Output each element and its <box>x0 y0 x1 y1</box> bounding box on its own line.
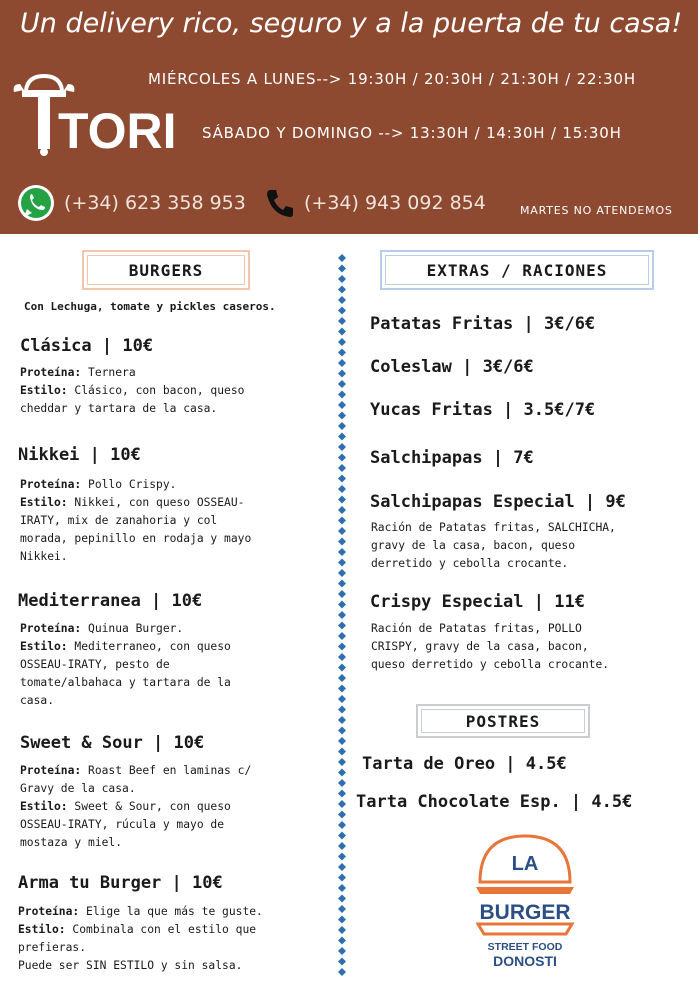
divider-diamond <box>338 380 346 388</box>
divider-diamond <box>338 517 346 525</box>
divider-diamond <box>338 811 346 819</box>
divider-diamond <box>338 895 346 903</box>
tagline: Un delivery rico, seguro y a la puerta de tu casa! <box>20 8 683 39</box>
divider-diamond <box>338 853 346 861</box>
dessert-item: Tarta Chocolate Esp. | 4.5€ <box>356 792 633 812</box>
divider-diamond <box>338 611 346 619</box>
divider-diamond <box>338 475 346 483</box>
divider-diamond <box>338 706 346 714</box>
extra-item: Crispy Especial | 11€ <box>370 592 585 612</box>
divider-diamond <box>338 863 346 871</box>
burgers-subtitle: Con Lechuga, tomate y pickles caseros. <box>24 300 276 313</box>
divider-diamond <box>338 412 346 420</box>
divider-diamond <box>338 874 346 882</box>
burger-title: Mediterranea | 10€ <box>18 591 203 611</box>
divider-diamond <box>338 307 346 315</box>
divider-diamond <box>338 653 346 661</box>
divider-diamond <box>338 737 346 745</box>
divider-diamond <box>338 401 346 409</box>
divider-diamond <box>338 905 346 913</box>
divider-diamond <box>338 958 346 966</box>
svg-text:STREET FOOD: STREET FOOD <box>487 941 563 953</box>
column-divider <box>337 254 347 974</box>
divider-diamond <box>338 832 346 840</box>
divider-diamond <box>338 496 346 504</box>
divider-diamond <box>338 548 346 556</box>
svg-text:LA: LA <box>511 853 539 875</box>
divider-diamond <box>338 884 346 892</box>
divider-diamond <box>338 926 346 934</box>
divider-diamond <box>338 559 346 567</box>
burger-description: Proteína: Roast Beef en laminas c/ Gravy de la casa. Estilo: Sweet & Sour, con queso OSSEAU-IRATY, rúcula y mayo de mostaza y miel. <box>20 764 252 849</box>
closed-note: MARTES NO ATENDEMOS <box>520 204 673 217</box>
burger-description: Proteína: Ternera Estilo: Clásico, con bacon, queso cheddar y tartara de la casa. <box>20 366 245 415</box>
divider-diamond <box>338 506 346 514</box>
divider-diamond <box>338 286 346 294</box>
divider-diamond <box>338 968 346 976</box>
divider-diamond <box>338 370 346 378</box>
divider-diamond <box>338 527 346 535</box>
postres-heading: POSTRES <box>465 711 541 731</box>
divider-diamond <box>338 643 346 651</box>
divider-diamond <box>338 748 346 756</box>
burger-description: Proteína: Elige la que más te guste. Estilo: Combinala con el estilo que prefieras. Puede ser SIN ESTILO y sin salsa. <box>18 905 263 972</box>
divider-diamond <box>338 275 346 283</box>
divider-diamond <box>338 716 346 724</box>
whatsapp-icon <box>16 183 56 223</box>
divider-diamond <box>338 433 346 441</box>
burger-title: Nikkei | 10€ <box>18 445 141 465</box>
tori-logo <box>10 72 177 159</box>
whatsapp-number[interactable]: (+34) 623 358 953 <box>64 192 246 214</box>
extra-description: Ración de Patatas fritas, POLLO CRISPY, gravy de la casa, bacon, queso derretido y cebolla crocante. <box>371 622 610 671</box>
divider-diamond <box>338 758 346 766</box>
divider-diamond <box>338 454 346 462</box>
divider-diamond <box>338 664 346 672</box>
divider-diamond <box>338 296 346 304</box>
divider-diamond <box>338 254 346 262</box>
extra-item: Yucas Fritas | 3.5€/7€ <box>370 400 596 420</box>
whatsapp-contact[interactable] <box>16 183 246 223</box>
divider-diamond <box>338 937 346 945</box>
divider-diamond <box>338 674 346 682</box>
phone-number[interactable]: (+34) 943 092 854 <box>304 192 486 214</box>
extras-heading-box <box>380 250 654 290</box>
divider-diamond <box>338 328 346 336</box>
divider-diamond <box>338 632 346 640</box>
svg-text:DONOSTI: DONOSTI <box>493 953 557 969</box>
burger-title: Clásica | 10€ <box>20 336 154 356</box>
divider-diamond <box>338 317 346 325</box>
divider-diamond <box>338 464 346 472</box>
divider-diamond <box>338 685 346 693</box>
divider-diamond <box>338 842 346 850</box>
divider-diamond <box>338 338 346 346</box>
divider-diamond <box>338 622 346 630</box>
divider-diamond <box>338 727 346 735</box>
header-banner <box>0 0 698 234</box>
dessert-item: Tarta de Oreo | 4.5€ <box>362 754 567 774</box>
divider-diamond <box>338 695 346 703</box>
divider-diamond <box>338 769 346 777</box>
divider-diamond <box>338 265 346 273</box>
extra-description: Ración de Patatas fritas, SALCHICHA, gravy de la casa, bacon, queso derretido y cebolla crocante. <box>371 521 616 570</box>
divider-diamond <box>338 538 346 546</box>
divider-diamond <box>338 443 346 451</box>
extra-item: Salchipapas | 7€ <box>370 448 534 468</box>
divider-diamond <box>338 821 346 829</box>
divider-diamond <box>338 359 346 367</box>
extra-item: Salchipapas Especial | 9€ <box>370 492 626 512</box>
divider-diamond <box>338 391 346 399</box>
postres-heading-box <box>416 704 590 738</box>
svg-text:BURGER: BURGER <box>479 901 571 924</box>
divider-diamond <box>338 485 346 493</box>
divider-diamond <box>338 569 346 577</box>
divider-diamond <box>338 790 346 798</box>
divider-diamond <box>338 580 346 588</box>
burger-description: Proteína: Quinua Burger. Estilo: Mediterraneo, con queso OSSEAU-IRATY, pesto de tomate/albahaca y tartara de la casa. <box>20 622 231 707</box>
extras-heading: EXTRAS / RACIONES <box>426 260 608 280</box>
extra-item: Coleslaw | 3€/6€ <box>370 357 534 377</box>
divider-diamond <box>338 779 346 787</box>
burger-title: Sweet & Sour | 10€ <box>20 733 205 753</box>
la-burger-logo <box>470 832 580 972</box>
burger-description: Proteína: Pollo Crispy. Estilo: Nikkei, con queso OSSEAU- IRATY, mix de zanahoria y col morada, pepinillo en rodaja y mayo Nikkei. <box>20 478 252 563</box>
divider-diamond <box>338 349 346 357</box>
phone-contact[interactable] <box>264 183 486 223</box>
divider-diamond <box>338 601 346 609</box>
phone-icon <box>264 187 296 219</box>
divider-diamond <box>338 422 346 430</box>
divider-diamond <box>338 800 346 808</box>
burgers-heading: BURGERS <box>128 260 204 280</box>
svg-text:TORI: TORI <box>58 103 177 159</box>
extra-item: Patatas Fritas | 3€/6€ <box>370 314 596 334</box>
schedule-weekdays: MIÉRCOLES A LUNES--> 19:30H / 20:30H / 21:30H / 22:30H <box>148 70 636 88</box>
schedule-weekend: SÁBADO Y DOMINGO --> 13:30H / 14:30H / 15:30H <box>202 124 622 142</box>
divider-diamond <box>338 947 346 955</box>
divider-diamond <box>338 916 346 924</box>
burgers-heading-box <box>82 250 250 290</box>
divider-diamond <box>338 590 346 598</box>
burger-title: Arma tu Burger | 10€ <box>18 873 223 893</box>
